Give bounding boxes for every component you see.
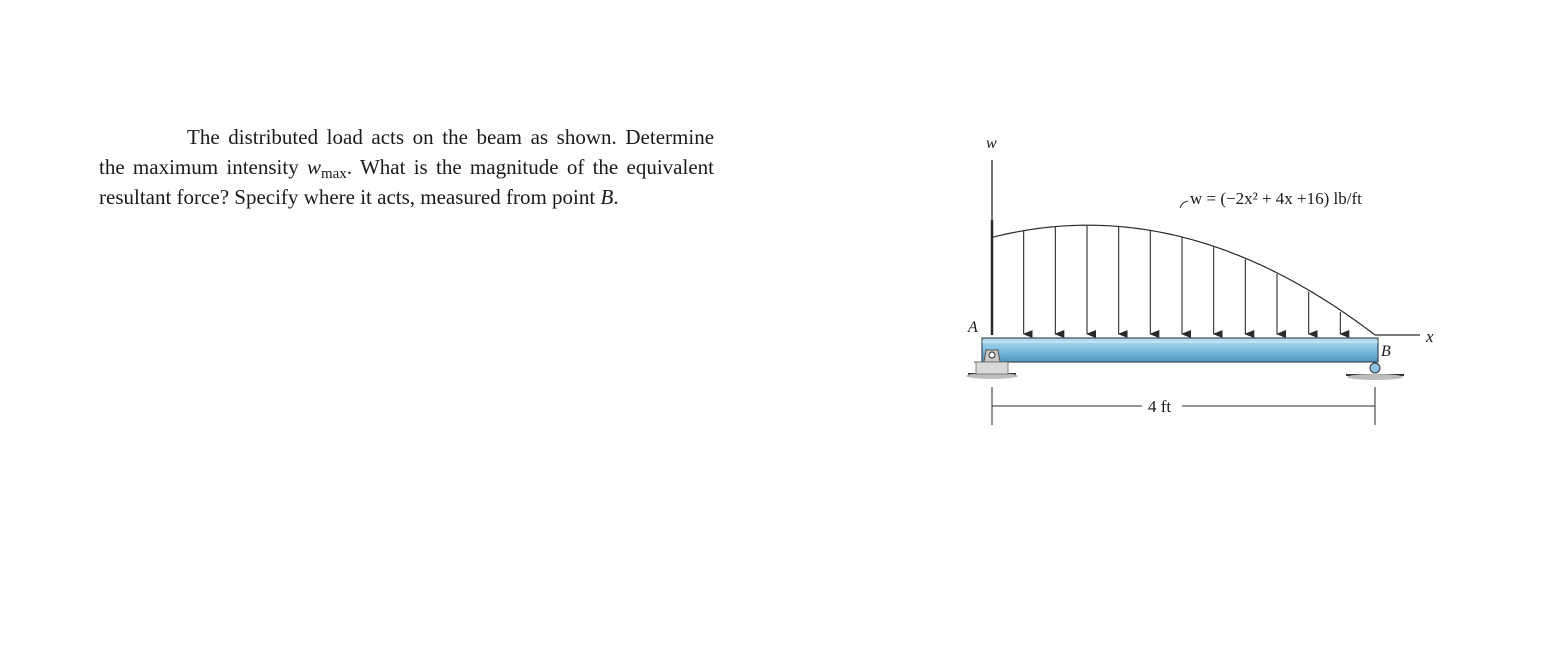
problem-end: . [613, 185, 619, 209]
beam-diagram [930, 120, 1470, 440]
w-axis-label: w [986, 135, 997, 152]
problem-line-2b: . What is the magnitude of the equivalent resultant force? Specify where it acts, measured from point [99, 155, 714, 209]
load-equation: w = (−2x² + 4x +16) lb/ft [1190, 189, 1362, 208]
point-b-label: B [1381, 343, 1391, 360]
beam-figure [930, 120, 1470, 445]
problem-statement [99, 122, 714, 212]
point-b-reference: B [600, 185, 614, 209]
problem-line-2a: Determine the maximum intensity [99, 125, 715, 179]
roller-support-b [1346, 363, 1404, 380]
distributed-load [992, 225, 1375, 335]
wmax-subscript: max [320, 166, 347, 182]
problem-line-1: The distributed load acts on the beam as shown. [187, 125, 617, 149]
point-a-label: A [968, 319, 978, 336]
span-label: 4 ft [1148, 397, 1172, 416]
x-axis-label: x [1426, 327, 1434, 346]
load-arrows [1024, 225, 1341, 334]
load-curve [992, 225, 1375, 335]
load-equation-group [1180, 189, 1362, 208]
span-dimension [992, 387, 1375, 425]
wmax-variable: w [306, 155, 321, 179]
